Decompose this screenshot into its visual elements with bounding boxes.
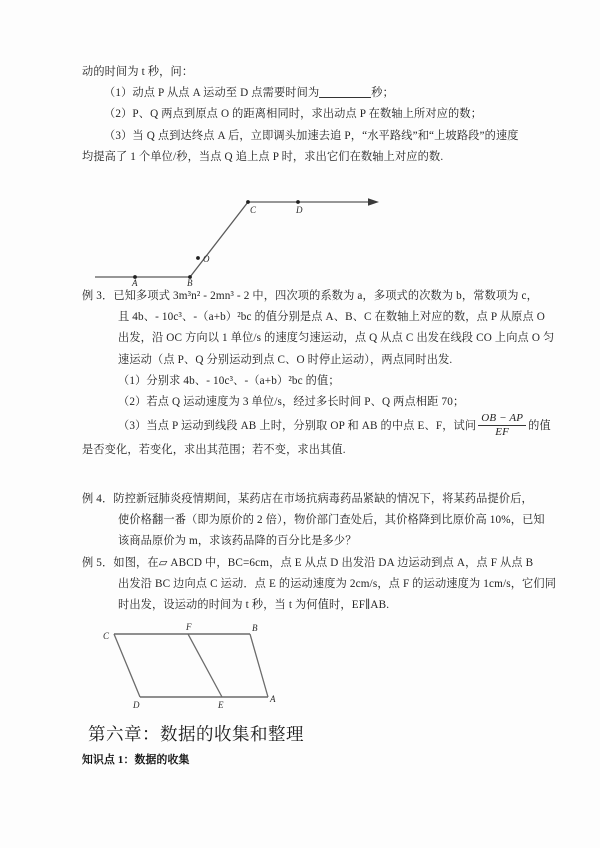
point-dot-c <box>246 200 250 204</box>
example-3-line-1 <box>82 286 539 307</box>
figure-number-line <box>85 192 385 287</box>
arrowhead-icon <box>368 198 379 206</box>
vertex-label-e: E <box>218 700 224 710</box>
example-3-q3-text-pre: （3）当点 P 运动到线段 AB 上时，分别取 OP 和 AB 的中点 E、F，试问 <box>118 420 477 433</box>
fraction-ob-minus-ap-over-ef <box>478 412 526 439</box>
number-line-svg <box>85 192 385 287</box>
example-4-text-line-1: 防控新冠肺炎疫情期间，某药店在市场抗病毒药品紧缺的情况下，将某药品提价后， <box>113 493 533 505</box>
example-5-number: 例 5． <box>82 557 114 569</box>
example-3-text-line-4: 速运动（点 P、Q 分别运动到点 C、O 时停止运动），两点同时出发. <box>118 353 453 366</box>
point-dot-d <box>296 200 300 204</box>
question-2-label: （2） <box>104 108 133 121</box>
example-4-line-2 <box>82 510 545 531</box>
question-3-line-1 <box>82 126 522 147</box>
top-problem-block <box>82 62 522 168</box>
example-3-line-2 <box>82 307 546 328</box>
vertex-label-b: B <box>252 623 258 633</box>
edge-cd <box>114 634 140 697</box>
problem-lead-text: 动的时间为 t 秒，问： <box>82 66 194 78</box>
question-1-text-before: 动点 P 从点 A 运动至 D 点需要时间为 <box>132 87 320 100</box>
example-5-text-line-1: 如图，在▱ ABCD 中，BC=6cm，点 E 从点 D 出发沿 DA 边运动到点 A，点 F 从点 B <box>113 557 534 569</box>
vertex-label-d: D <box>133 700 140 710</box>
example-3-question-3-line-2 <box>82 440 522 461</box>
problem-lead-line <box>82 62 522 83</box>
example-3-q1-text: （1）分别求 4b、- 10c³、-（a+b）²bc 的值； <box>118 374 340 387</box>
point-label-c: C <box>250 205 257 215</box>
example-5-text-line-3: 时出发，设运动的时间为 t 秒，当 t 为何值时，EF∥AB. <box>118 599 390 612</box>
fraction-numerator: OB − AP <box>481 412 524 425</box>
chapter-title: 第六章：数据的收集和整理 <box>88 724 304 744</box>
question-3-text-line-1: 当 Q 点到达终点 A 后，立即调头加速去追 P，“水平路线”和“上坡路段”的速度 <box>132 129 519 142</box>
point-label-o: O <box>203 254 210 264</box>
knowledge-point-heading: 知识点 1：数据的收集 <box>82 754 190 766</box>
question-1-text-after: 秒； <box>371 87 394 100</box>
fraction-denominator: EF <box>478 425 526 439</box>
example-5-line-2 <box>82 574 557 595</box>
example-5-text-line-2: 出发沿 BC 边向点 C 运动．点 E 的运动速度为 2cm/s，点 F 的运动速度为 1cm/s，它们同 <box>118 578 557 591</box>
example-3-text-line-2: 且 4b、- 10c³、-（a+b）²bc 的值分别是点 A、B、C 在数轴上对应的数，点 P 从原点 O <box>118 311 546 324</box>
vertex-label-a: A <box>270 694 276 704</box>
vertex-label-c: C <box>103 631 110 641</box>
example-4-text-line-2: 使价格翻一番（即为原价的 2 倍），物价部门查处后，其价格降到比原价高 10%，已知 <box>118 514 545 527</box>
question-2-text: P、Q 两点到原点 O 的距离相同时，求出动点 P 在数轴上所对应的数； <box>132 108 483 121</box>
example-3-number: 例 3． <box>82 290 114 302</box>
question-1 <box>82 83 522 104</box>
example-3-question-3 <box>82 412 551 440</box>
point-label-a: A <box>132 278 138 287</box>
example-3-q3-text-line-2: 是否变化，若变化，求出其范围；若不变，求出其值. <box>82 444 346 457</box>
question-1-label: （1） <box>104 87 133 100</box>
example-5-line-3 <box>82 595 522 616</box>
example-3-question-1 <box>82 371 522 392</box>
example-5-block <box>82 553 557 617</box>
question-3-text-line-2: 均提高了 1 个单位/秒，当点 Q 追上点 P 时，求出它们在数轴上对应的数. <box>82 150 444 163</box>
point-label-b: B <box>187 278 193 287</box>
point-dot-o <box>196 256 200 260</box>
figure-parallelogram <box>100 622 300 712</box>
example-4-line-1 <box>82 489 533 510</box>
point-label-d: D <box>296 205 303 215</box>
example-3-question-2 <box>82 392 522 413</box>
example-3-q3-text-post: 的值 <box>528 420 551 433</box>
parallelogram-svg <box>100 622 300 712</box>
edge-ba <box>250 634 268 697</box>
example-3-text-line-1: 已知多项式 3m³n² - 2mn³ - 2 中，四次项的系数为 a，多项式的次数为 b，常数项为 c， <box>113 290 539 302</box>
question-3-label: （3） <box>104 129 133 142</box>
segment-bc-slope <box>190 202 248 277</box>
question-3-line-2 <box>82 147 522 168</box>
example-5-line-1 <box>82 553 534 574</box>
example-4-number: 例 4． <box>82 493 114 505</box>
example-3-line-4 <box>82 350 522 371</box>
example-3-text-line-3: 出发，沿 OC 方向以 1 单位/s 的速度匀速运动，点 Q 从点 C 出发在线段 CO 上向点 O 匀 <box>118 332 555 345</box>
example-4-text-line-3: 该商品原价为 m，求该药品降的百分比是多少？ <box>118 535 357 548</box>
question-2 <box>82 104 522 125</box>
segment-fe <box>188 634 222 697</box>
example-4-line-3 <box>82 531 522 552</box>
answer-blank-1[interactable] <box>319 86 371 98</box>
vertex-label-f: F <box>186 622 192 632</box>
example-4-block <box>82 489 545 553</box>
example-3-block <box>82 286 555 462</box>
example-3-line-3 <box>82 328 555 349</box>
example-3-q2-text: （2）若点 Q 运动速度为 3 单位/s，经过多长时间 P、Q 两点相距 70； <box>118 396 465 409</box>
